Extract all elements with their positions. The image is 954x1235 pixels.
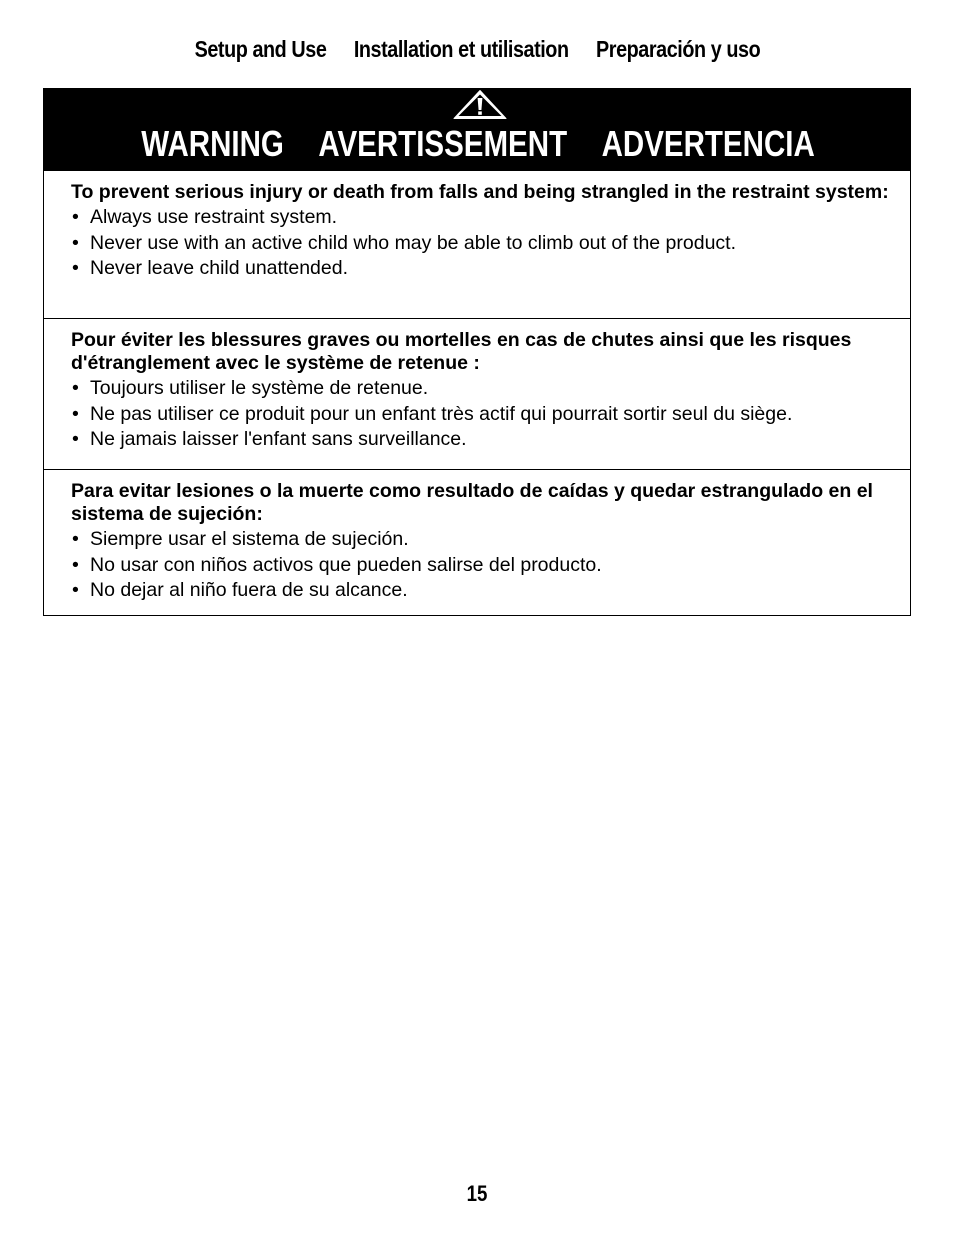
bullet-list (71, 376, 890, 453)
section-lead: To prevent serious injury or death from falls and being strangled in the restraint system: (71, 181, 889, 203)
header-title-english: Setup and Use (194, 36, 327, 62)
list-item: • Siempre usar el sistema de sujeción. (71, 527, 890, 553)
section-lead: Pour éviter les blessures graves ou mortelles en cas de chutes ainsi que les risques d'étranglement avec le système de retenue : (71, 329, 852, 374)
warning-triangle-icon (452, 89, 508, 120)
warning-title-english: WARNING (141, 123, 284, 164)
list-item: • Ne pas utiliser ce produit pour un enfant très actif qui pourrait sortir seul du siège. (71, 402, 890, 428)
bullet-list (71, 205, 890, 282)
warning-title (122, 125, 834, 163)
page-number: 15 (466, 1181, 488, 1206)
list-item: • No usar con niños activos que pueden salirse del producto. (71, 553, 890, 579)
warning-section-spanish (44, 470, 910, 615)
warning-section-english (44, 171, 910, 319)
list-item: • Never use with an active child who may be able to climb out of the product. (71, 231, 890, 257)
list-item: • Never leave child unattended. (71, 256, 890, 282)
warning-title-french: AVERTISSEMENT (318, 123, 568, 164)
header-title-spanish: Preparación y uso (596, 36, 761, 62)
warning-banner (44, 89, 910, 171)
header-title-french: Installation et utilisation (353, 36, 569, 62)
warning-box (43, 88, 911, 616)
warning-title-spanish: ADVERTENCIA (601, 123, 815, 164)
list-item: • Always use restraint system. (71, 205, 890, 231)
section-lead: Para evitar lesiones o la muerte como resultado de caídas y quedar estrangulado en el sistema de sujeción: (71, 480, 873, 525)
list-item: • Ne jamais laisser l'enfant sans surveillance. (71, 427, 890, 453)
bullet-list (71, 527, 890, 604)
page-header (67, 36, 887, 63)
warning-section-french (44, 319, 910, 470)
list-item: • No dejar al niño fuera de su alcance. (71, 578, 890, 604)
list-item: • Toujours utiliser le système de retenue. (71, 376, 890, 402)
